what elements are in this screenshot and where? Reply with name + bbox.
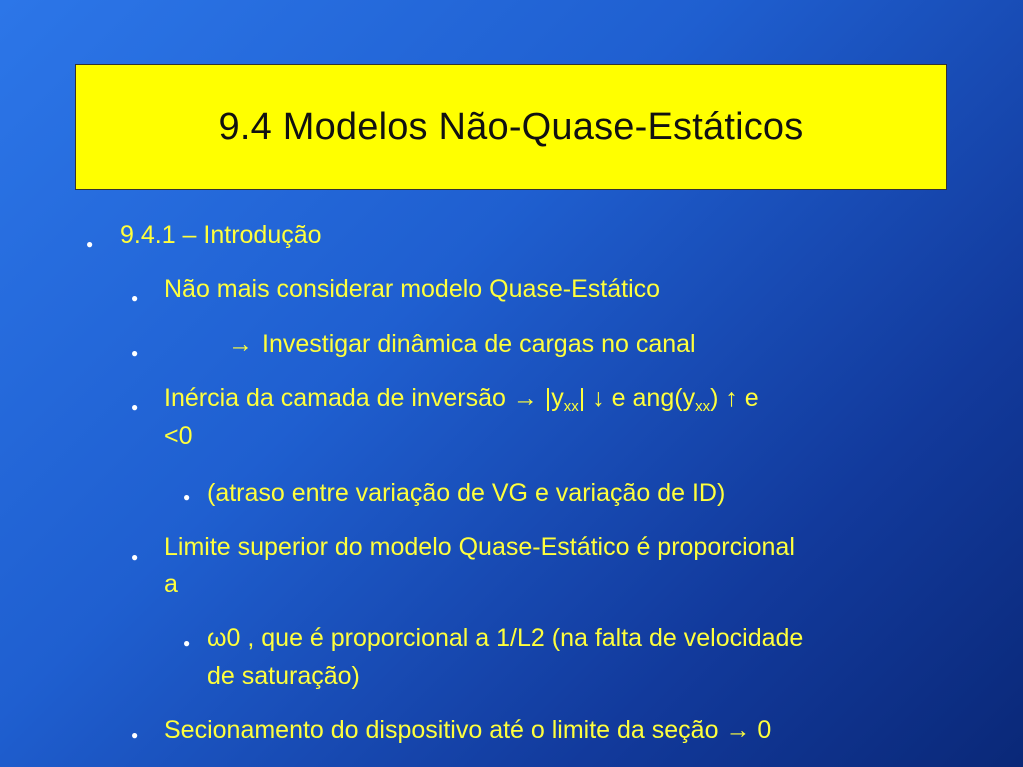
bullet-icon: ● [183, 490, 191, 504]
arrow-right-icon: → [228, 330, 253, 358]
list-item: 9.4.1 – Introdução [120, 221, 322, 249]
list-item: ω0 , que é proporcional a 1/L2 (na falta de velocidade [207, 624, 804, 652]
list-item-continuation: de saturação) [207, 662, 360, 690]
item-text: Inércia da camada de inversão [164, 384, 513, 412]
slide-title: 9.4 Modelos Não-Quase-Estáticos [218, 105, 804, 148]
subscript: xx [563, 398, 579, 415]
item-text: e [737, 384, 759, 412]
list-item: Limite superior do modelo Quase-Estático é proporcional [164, 533, 795, 561]
bullet-icon: ● [131, 550, 139, 564]
arrow-down-icon: ↓ [592, 384, 605, 412]
bullet-icon: ● [131, 291, 139, 305]
subscript: xx [695, 398, 711, 415]
arrow-right-icon: → [512, 384, 538, 412]
list-item-continuation: <0 [164, 422, 193, 450]
title-box [75, 64, 947, 190]
arrow-up-icon: ↑ [725, 384, 738, 412]
list-item: Investigar dinâmica de cargas no canal [262, 330, 696, 358]
list-item-continuation: a [164, 570, 178, 598]
bullet-icon: ● [131, 346, 139, 360]
list-item [164, 381, 759, 424]
list-item: Não mais considerar modelo Quase-Estático [164, 275, 661, 303]
list-item: Secionamento do dispositivo até o limite da seção → 0 [164, 716, 772, 744]
bullet-icon: ● [131, 728, 139, 742]
bullet-icon: ● [86, 237, 94, 251]
bullet-icon: ● [131, 400, 139, 414]
item-text: |y [537, 384, 564, 412]
item-text: e ang(y [604, 384, 696, 412]
bullet-icon: ● [183, 636, 191, 650]
list-item: (atraso entre variação de VG e variação de ID) [207, 479, 726, 507]
item-text: | [578, 384, 593, 412]
item-text: ) [710, 384, 726, 412]
